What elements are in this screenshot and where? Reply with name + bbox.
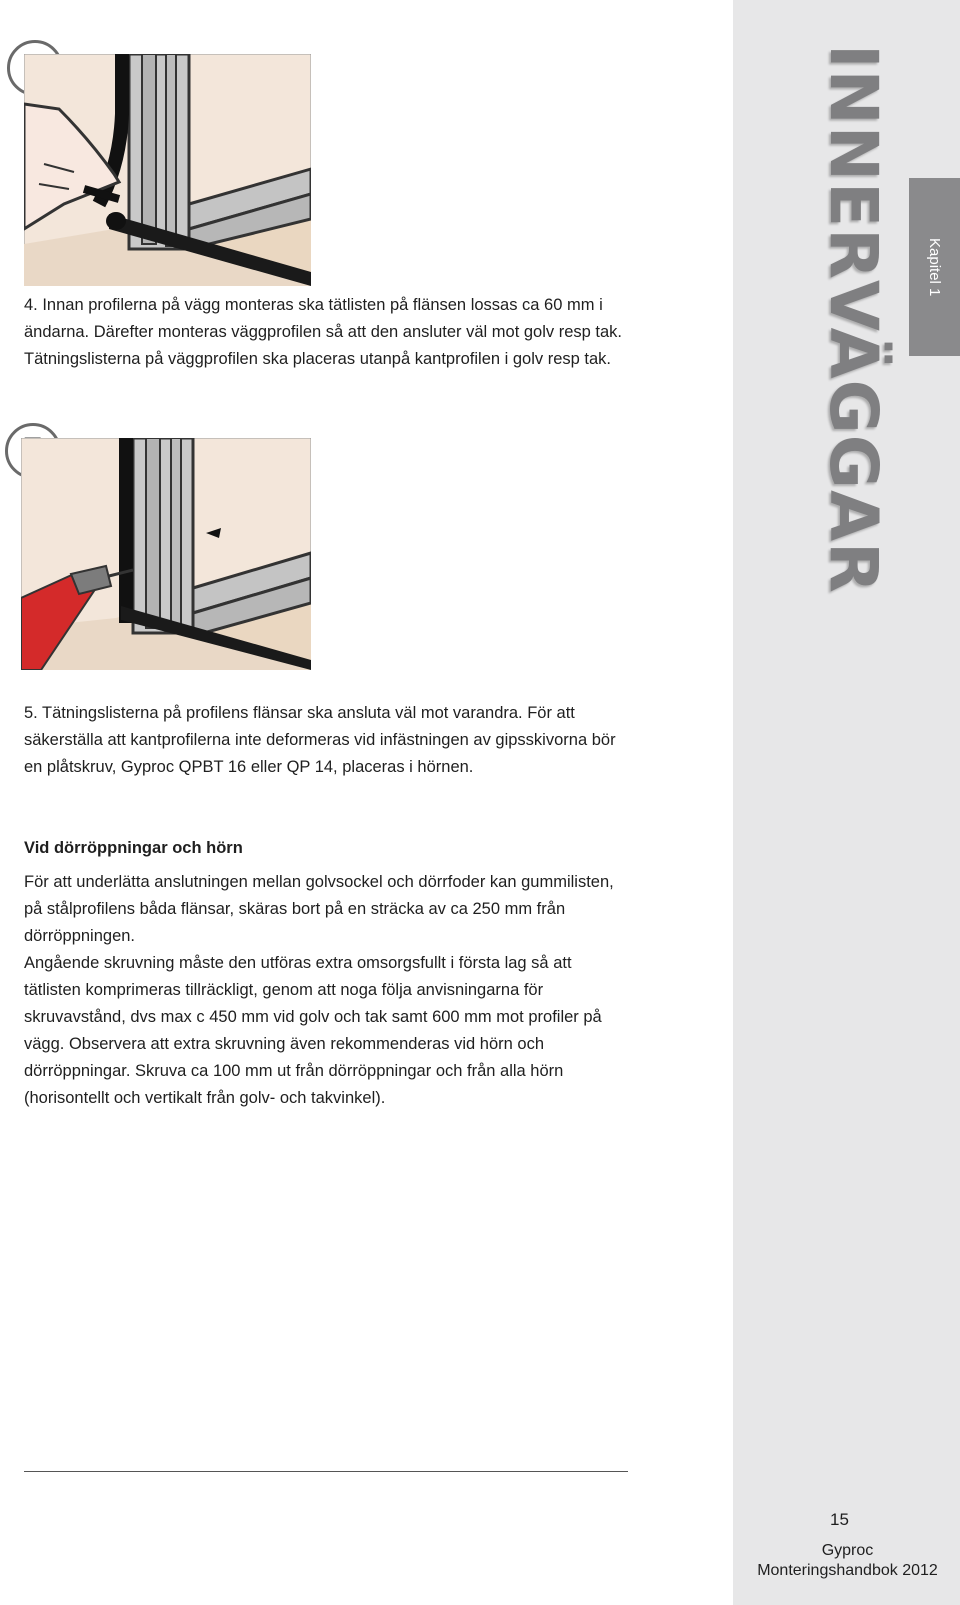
footer-rule: [24, 1471, 628, 1472]
footer-brand-name: Gyproc: [821, 1542, 874, 1559]
step-4-illustration: [24, 54, 311, 286]
step-5-text: 5. Tätningslisterna på profilens flänsar ska ansluta väl mot varandra. För att säkerställa att kantprofilerna inte deformeras vid infästningen av gipsskivorna bör en plåtskruv, Gyproc QPBT 16 eller QP 14, placeras i hörnen.: [24, 704, 616, 776]
footer-book-title: Monteringshandbok 2012: [757, 1562, 938, 1579]
step-5-illustration: [21, 438, 311, 670]
section-heading: Vid dörröppningar och hörn: [24, 839, 243, 857]
chapter-tab-label: Kapitel 1: [926, 237, 943, 297]
section-paragraph-2: Angående skruvning måste den utföras extra omsorgsfullt i första lag så att tätlisten komprimeras tillräckligt, genom att noga följa anvisningarna för skruvavstånd, dvs max c 450 mm vid golv och tak samt 600 mm mot profiler på vägg. Observera att extra skruvning även rekommenderas vid hörn och dörröppningar. Skruva ca 100 mm ut från dörröppningar och från alla hörn (horisontellt och vertikalt från golv- och takvinkel).: [24, 954, 602, 1107]
chapter-tab[interactable]: [909, 178, 960, 356]
chapter-title: INNERVÄGGAR: [815, 44, 892, 594]
page-number: 15: [830, 1510, 849, 1529]
footer-brand: [755, 1541, 940, 1581]
step-4-text: 4. Innan profilerna på vägg monteras ska tätlisten på flänsen lossas ca 60 mm i ändarna. Därefter monteras väggprofilen så att den ansluter väl mot golv resp tak. Tätningslisterna på väggprofilen ska placeras utanpå kantprofilen i golv resp tak.: [24, 296, 622, 368]
section-paragraph-1: För att underlätta anslutningen mellan golvsockel och dörrfoder kan gummilisten, på stålprofilens båda flänsar, skäras bort på en sträcka av ca 250 mm från dörröppningen.: [24, 873, 614, 945]
